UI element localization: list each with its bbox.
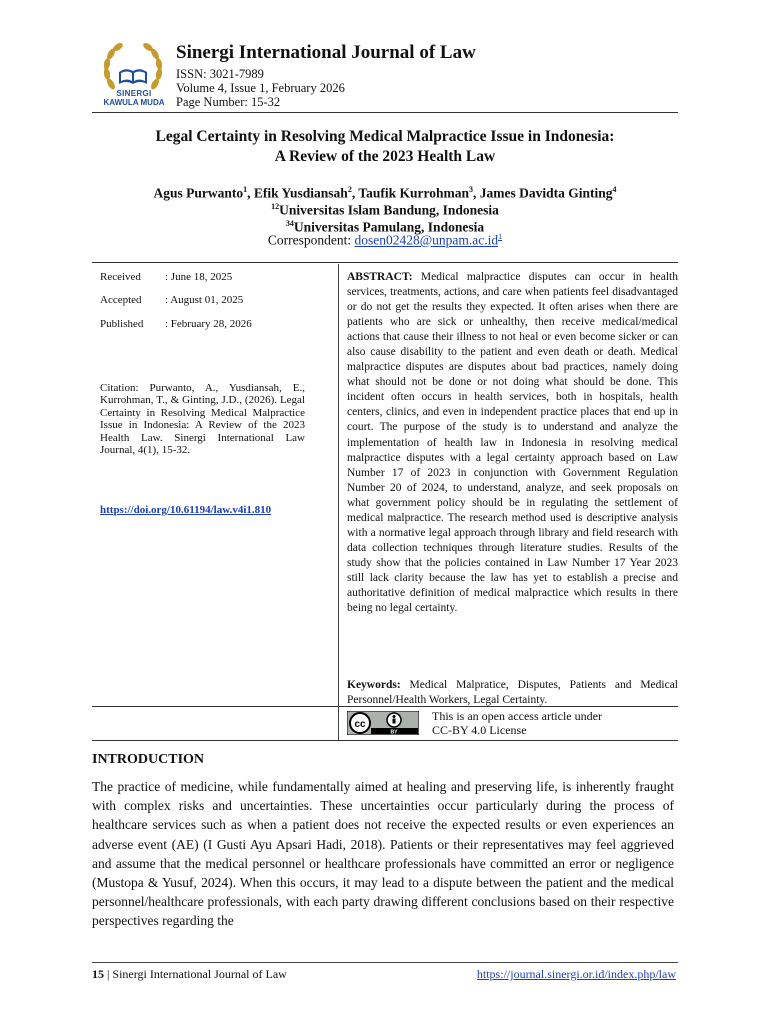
cc-badge-text: cc: [354, 719, 366, 730]
abstract-text: Medical malpractice disputes can occur in health services, treatments, actions, and care when patients feel disadvantaged or do not get the results they expected. It often arises when there are patients who are sick or unhealthy, then receive medical/medical actions that cause their illness to not heal or even become sicker or can also cause disability to the patient and even death or death. Medical malpractice disputes are disputes about bad practices, namely doing what should not be done or not doing what should be done. This incident often occurs in health services, both in hospitals, health centers, clinics, and even in independent practice places that end up in court. The purpose of the study is to understand and analyze the implementation of health law in Indonesia in resolving medical malpractice disputes with a legal certainty approach based on Law Number 17 of 2023 in conjunction with Government Regulation Number 20 of 2024, to understand, analyze, and seek proposals on what government policy should be in regulating the settlement of medical malpractice. The research method used is descriptive analysis with a normative legal approach through library and field research with data collection techniques through literature studies. Results of the study show that the policies contained in Law Number 17 Year 2023 still lack clarity because the law has yet to establish a precise and authoritative definition of medical malpractice which results in there being no legal certainty.: [347, 271, 678, 615]
footer-separator: |: [104, 967, 113, 981]
journal-name: Sinergi International Journal of Law: [176, 42, 476, 63]
correspondent-label: Correspondent:: [267, 232, 355, 248]
keywords: [347, 678, 678, 708]
keywords-text: Medical Malpratice, Disputes, Patients and Medical Personnel/Health Workers, Legal Certainty.: [347, 679, 678, 706]
license-line1: This is an open access article under: [432, 709, 602, 723]
keywords-label: Keywords:: [347, 679, 401, 691]
paper-title-line1: Legal Certainty in Resolving Medical Malpractice Issue in Indonesia:: [155, 128, 615, 145]
logo-text-bottom: KAWULA MUDA: [103, 98, 165, 107]
affiliation-sup: 12: [271, 202, 280, 211]
column-divider: [338, 264, 339, 706]
author-name: Efik Yusdiansah: [253, 185, 348, 201]
accepted-label: Accepted: [100, 294, 142, 306]
author-name: Taufik Kurrohman: [358, 185, 469, 201]
correspondent-email-link[interactable]: dosen02428@unpam.ac.id: [354, 232, 499, 248]
license-divider: [338, 706, 339, 740]
header-rule: [92, 112, 678, 113]
author-name: Agus Purwanto: [153, 185, 244, 201]
section-heading-introduction: INTRODUCTION: [92, 752, 205, 767]
license-line2: CC-BY 4.0 License: [432, 722, 527, 737]
published-label: Published: [100, 318, 144, 330]
doi-link[interactable]: https://doi.org/10.61194/law.v4i1.810: [100, 504, 272, 516]
introduction-paragraph: The practice of medicine, while fundamentally aimed at healing and preserving life, is inherently fraught with complex risks and uncertainties. These uncertainties occur particularly during the process of healthcare services such as when a patient does not receive the expected results or even experiences an adverse event (AE) (I Gusti Ayu Apsari Hadi, 2018). Patients or their representatives may feel aggrieved and assume that the medical personnel or healthcare professionals have committed an error or negligence (Mustopa & Yusuf, 2024). When this occurs, it may lead to a dispute between the patient and the medical personnel/healthcare professionals, with each party drawing different conclusions based on their respective perspectives regarding the: [92, 779, 674, 929]
page-number: 15: [92, 967, 104, 981]
journal-volume: Volume 4, Issue 1, February 2026: [176, 81, 345, 95]
received-label: Received: [100, 271, 141, 283]
received-date: : June 18, 2025: [165, 271, 233, 283]
logo-text-top: SINERGI: [116, 89, 152, 98]
affiliation-text: Universitas Pamulang, Indonesia: [293, 219, 485, 235]
affiliation-sup: 34: [285, 219, 294, 228]
author-sup: 2: [347, 185, 352, 194]
correspondent: [92, 232, 678, 249]
journal-pages: Page Number: 15-32: [176, 95, 281, 109]
footer-journal-name: Sinergi International Journal of Law: [112, 967, 287, 981]
license-text: [432, 710, 602, 737]
accepted-row: [100, 294, 243, 306]
received-row: [100, 271, 232, 283]
author-list: Agus Purwanto$^1$, Efik Yusdiansah$^2$, Taufik Kurrohman$^3$, James Davidta Ginting$^4$: [153, 185, 617, 201]
published-row: [100, 318, 252, 330]
abstract-label: ABSTRACT:: [347, 271, 413, 283]
author-sup: 4: [612, 185, 617, 194]
author-sup: 3: [469, 185, 473, 194]
license-top-rule: [92, 706, 678, 707]
by-badge-text: BY: [390, 729, 398, 735]
paper-title-line2: A Review of the 2023 Health Law: [274, 148, 496, 165]
affiliation-text: Universitas Islam Bandung, Indonesia: [279, 202, 499, 218]
footer-journal-url-link[interactable]: https://journal.sinergi.or.id/index.php/law: [476, 967, 676, 981]
published-date: : February 28, 2026: [165, 318, 252, 330]
accepted-date: : August 01, 2025: [165, 294, 244, 306]
citation-text: Citation: Purwanto, A., Yusdiansah, E., Kurrohman, T., & Ginting, J.D., (2026). Legal Certainty in Resolving Medical Malpractice Issue in Indonesia: A Review of the 2023 Health Law. Sinergi International Law Journal, 4(1), 15-32.: [100, 382, 305, 457]
author-sup: 1: [243, 185, 248, 194]
correspondent-sup: 1: [498, 232, 503, 241]
author-name: James Davidta Ginting: [479, 185, 613, 201]
footer-rule: [92, 962, 678, 963]
journal-issn: ISSN: 3021-7989: [176, 67, 264, 81]
footer-left: [92, 967, 287, 982]
info-top-rule: [92, 262, 678, 263]
cc-by-license-icon[interactable]: [347, 711, 419, 735]
license-bottom-rule: [92, 740, 678, 741]
abstract: [347, 270, 678, 616]
